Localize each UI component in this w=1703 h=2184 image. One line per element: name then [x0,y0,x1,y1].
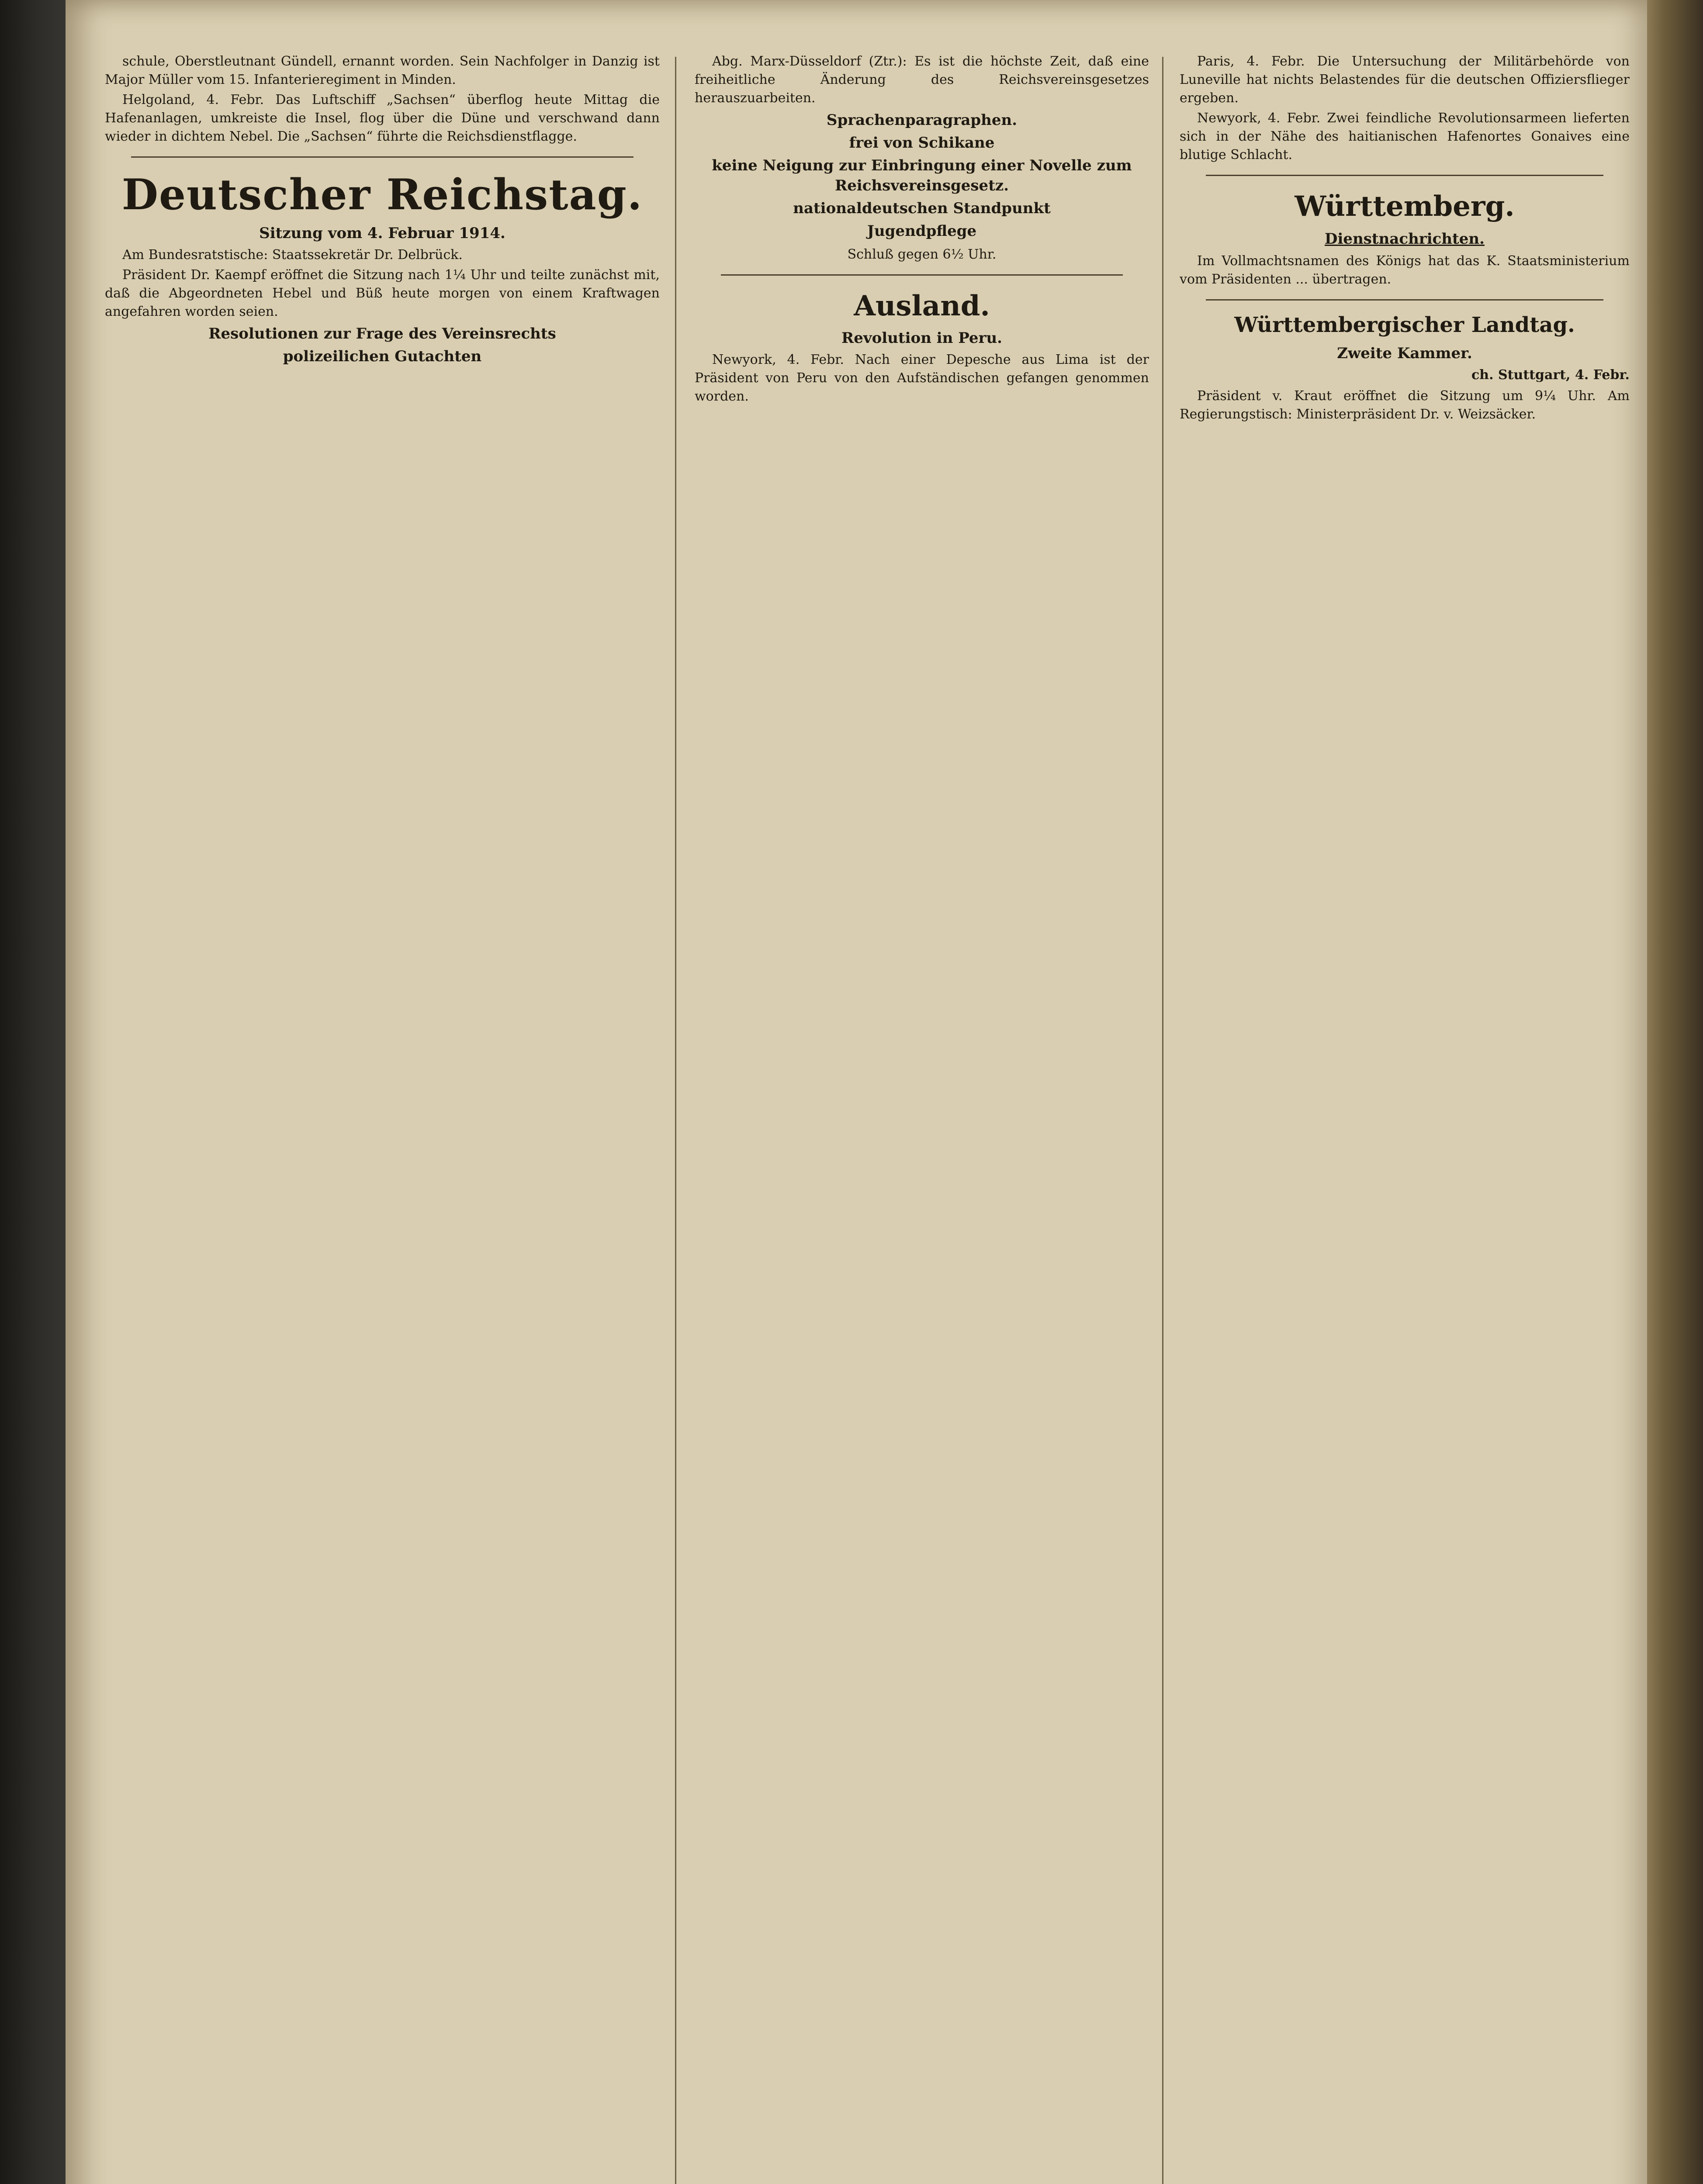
subheading: Revolution in Peru. [841,329,1003,347]
paragraph: schule, Oberstleutnant Gündell, ernannt worden. Sein Nachfolger in Danzig ist Major Müller vom 15. Infanterieregiment in Minden. [105,54,660,87]
paragraph: Präsident Dr. Kaempf eröffnet die Sitzung nach 1¼ Uhr und teilte zunächst mit, daß die Abgeordneten Hebel und Büß heute morgen von einem Kraftwagen angefahren worden seien. [105,267,660,319]
section-heading-reichstag: Deutscher Reichstag. [121,170,643,219]
section-divider [1206,175,1603,176]
column-3 [1180,52,1630,2184]
column-2 [695,52,1149,2184]
page-edge [1647,0,1703,2184]
paragraph: Newyork, 4. Febr. Zwei feindliche Revolutionsarmeen lieferten sich in der Nähe des haitianischen Hafenortes Gonaives eine blutige Schlacht. [1180,111,1630,162]
session-date: Sitzung vom 4. Februar 1914. [259,225,505,242]
subheading: Jugendpflege [867,222,977,240]
subheading: Dienstnachrichten. [1325,230,1485,248]
paragraph: Abg. Marx-Düsseldorf (Ztr.): Es ist die höchste Zeit, daß eine freiheitliche Änderung des Reichsvereinsgesetzes herauszuarbeiten. [695,54,1149,106]
paragraph: Präsident v. Kraut eröffnet die Sitzung um 9¼ Uhr. Am Regierungstisch: Ministerpräsident Dr. v. Weizsäcker. [1180,388,1630,422]
subheading: Zweite Kammer. [1337,345,1472,362]
paragraph: Paris, 4. Febr. Die Untersuchung der Militärbehörde von Luneville hat nichts Belastendes für die deutschen Offiziersflieger ergeben. [1180,54,1630,106]
paragraph: Helgoland, 4. Febr. Das Luftschiff „Sachsen“ überflog heute Mittag die Hafenanlagen, umkreiste die Insel, flog über die Düne und verschwand dann wieder in dichtem Nebel. Die „Sachsen“ führte die Reichsdienstflagge. [105,92,660,144]
dateline: ch. Stuttgart, 4. Febr. [1471,367,1630,383]
section-divider [131,156,633,158]
paragraph: Am Bundesratstische: Staatssekretär Dr. Delbrück. [122,247,463,263]
subheading: Resolutionen zur Frage des Vereinsrechts [208,325,556,342]
paragraph: Im Vollmachtsnamen des Königs hat das K. Staatsministerium vom Präsidenten ... übertragen. [1180,253,1630,287]
session-closing: Schluß gegen 6½ Uhr. [847,247,997,262]
paragraph: Newyork, 4. Febr. Nach einer Depesche aus Lima ist der Präsident von Peru von den Aufständischen gefangen genommen worden. [695,352,1149,404]
subheading: keine Neigung zur Einbringung einer Novelle zum Reichsvereinsgesetz. [712,157,1132,194]
section-divider [1206,299,1603,301]
section-heading-ausland: Ausland. [854,290,990,322]
section-heading-wuerttemberg: Württemberg. [1295,190,1515,223]
subheading: Sprachenparagraphen. [826,111,1018,129]
section-divider [721,274,1123,276]
book-binding [0,0,74,2184]
subheading: polizeilichen Gutachten [283,348,482,365]
column-rule [675,57,676,2184]
column-rule [1162,57,1163,2184]
subheading: frei von Schikane [849,134,995,152]
column-1 [105,52,660,2184]
section-heading-landtag: Württembergischer Landtag. [1234,313,1575,337]
subheading: nationaldeutschen Standpunkt [793,200,1051,217]
